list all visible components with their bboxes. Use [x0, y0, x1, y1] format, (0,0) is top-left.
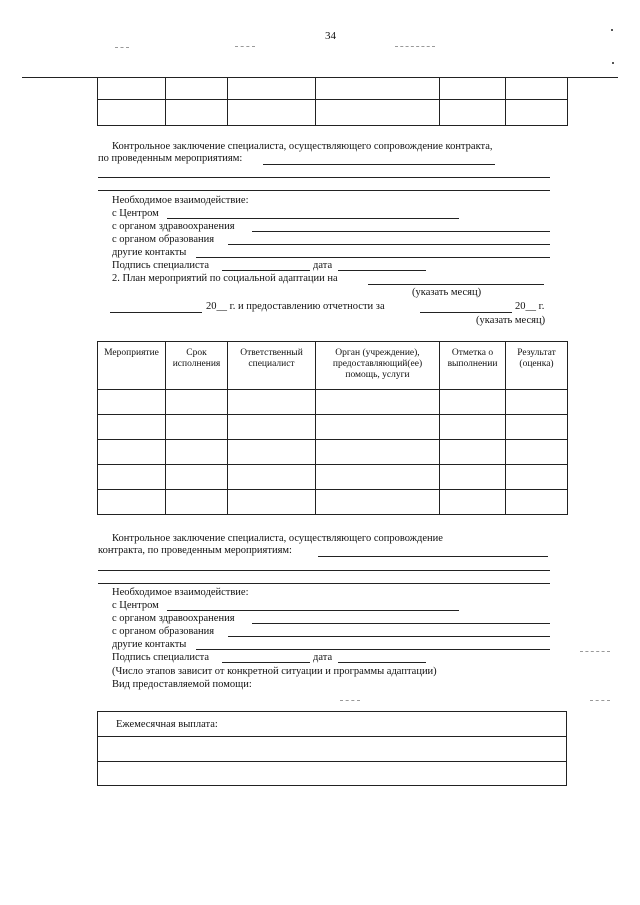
- table-row: [98, 390, 568, 415]
- plan-table-header: [98, 342, 568, 390]
- with-education2-field[interactable]: [228, 636, 550, 637]
- table-row: [98, 415, 568, 440]
- header-completion: Отметка о выполнении: [440, 342, 506, 390]
- conclusion-field-line[interactable]: [98, 177, 550, 178]
- conclusion2-field-line[interactable]: [98, 570, 550, 571]
- monthly-payment-label: Ежемесячная выплата:: [116, 718, 218, 730]
- header-responsible: Ответственный специалист: [228, 342, 316, 390]
- interaction-title: Необходимое взаимодействие:: [112, 195, 249, 206]
- table-row: [98, 762, 567, 786]
- with-education-label: с органом образования: [112, 234, 215, 245]
- with-health-field[interactable]: [252, 231, 550, 232]
- other-contacts2-label: другие контакты: [112, 639, 187, 650]
- with-education-field[interactable]: [228, 244, 550, 245]
- date-label: дата: [313, 260, 333, 271]
- monthly-payment-cell: [98, 712, 567, 737]
- conclusion2-field-line[interactable]: [98, 583, 550, 584]
- with-center2-field[interactable]: [167, 610, 459, 611]
- conclusion2-line1: Контрольное заключение специалиста, осуществляющего сопровождение: [112, 533, 443, 544]
- signature2-field[interactable]: [222, 662, 310, 663]
- date-field[interactable]: [338, 270, 426, 271]
- plan-month-hint2: (указать месяц): [476, 315, 546, 326]
- plan-report-field[interactable]: [420, 312, 512, 313]
- header-organization: Орган (учреждение), предоставляющий(ее) помощь, услуги: [316, 342, 440, 390]
- with-center2-label: с Центром: [112, 600, 159, 611]
- with-center-field[interactable]: [167, 218, 459, 219]
- date2-label: дата: [313, 652, 333, 663]
- signature-label: Подпись специалиста: [112, 260, 210, 271]
- plan-year-prefix: 20__ г. и предоставлению отчетности за: [206, 301, 385, 312]
- conclusion-field-line[interactable]: [98, 190, 550, 191]
- table-row: [98, 490, 568, 515]
- conclusion-line2: по проведенным мероприятиям:: [98, 153, 243, 164]
- table-row: [98, 737, 567, 762]
- help-type-label: Вид предоставляемой помощи:: [112, 679, 252, 690]
- conclusion2-line2: контракта, по проведенным мероприятиям:: [98, 545, 292, 556]
- conclusion-line1: Контрольное заключение специалиста, осуществляющего сопровождение контракта,: [112, 141, 493, 152]
- header-deadline: Срок исполнения: [166, 342, 228, 390]
- header-result: Результат (оценка): [506, 342, 568, 390]
- with-center-label: с Центром: [112, 208, 159, 219]
- page-number: 34: [325, 30, 336, 42]
- interaction2-title: Необходимое взаимодействие:: [112, 587, 249, 598]
- with-education2-label: с органом образования: [112, 626, 215, 637]
- continuation-table: [97, 77, 568, 126]
- conclusion2-field[interactable]: [318, 556, 548, 557]
- payment-table: [97, 711, 567, 786]
- table-row: [98, 465, 568, 490]
- plan-table: [97, 341, 568, 515]
- other-contacts2-field[interactable]: [196, 649, 550, 650]
- with-health2-field[interactable]: [252, 623, 550, 624]
- table-row: [98, 440, 568, 465]
- plan-line1: 2. План мероприятий по социальной адаптации на: [112, 273, 338, 284]
- other-contacts-field[interactable]: [196, 257, 550, 258]
- with-health2-label: с органом здравоохранения: [112, 613, 235, 624]
- table-row: [98, 78, 568, 100]
- signature2-label: Подпись специалиста: [112, 652, 210, 663]
- other-contacts-label: другие контакты: [112, 247, 187, 258]
- table-row: [98, 712, 567, 737]
- table-row: [98, 100, 568, 126]
- plan-year-suffix: 20__ г.: [515, 301, 545, 312]
- header-activity: Мероприятие: [98, 342, 166, 390]
- plan-month-hint1: (указать месяц): [412, 287, 482, 298]
- conclusion-field[interactable]: [263, 164, 495, 165]
- signature-field[interactable]: [222, 270, 310, 271]
- stages-note: (Число этапов зависит от конкретной ситуации и программы адаптации): [112, 666, 437, 677]
- date2-field[interactable]: [338, 662, 426, 663]
- with-health-label: с органом здравоохранения: [112, 221, 235, 232]
- plan-start-field[interactable]: [110, 312, 202, 313]
- plan-month-field[interactable]: [368, 284, 544, 285]
